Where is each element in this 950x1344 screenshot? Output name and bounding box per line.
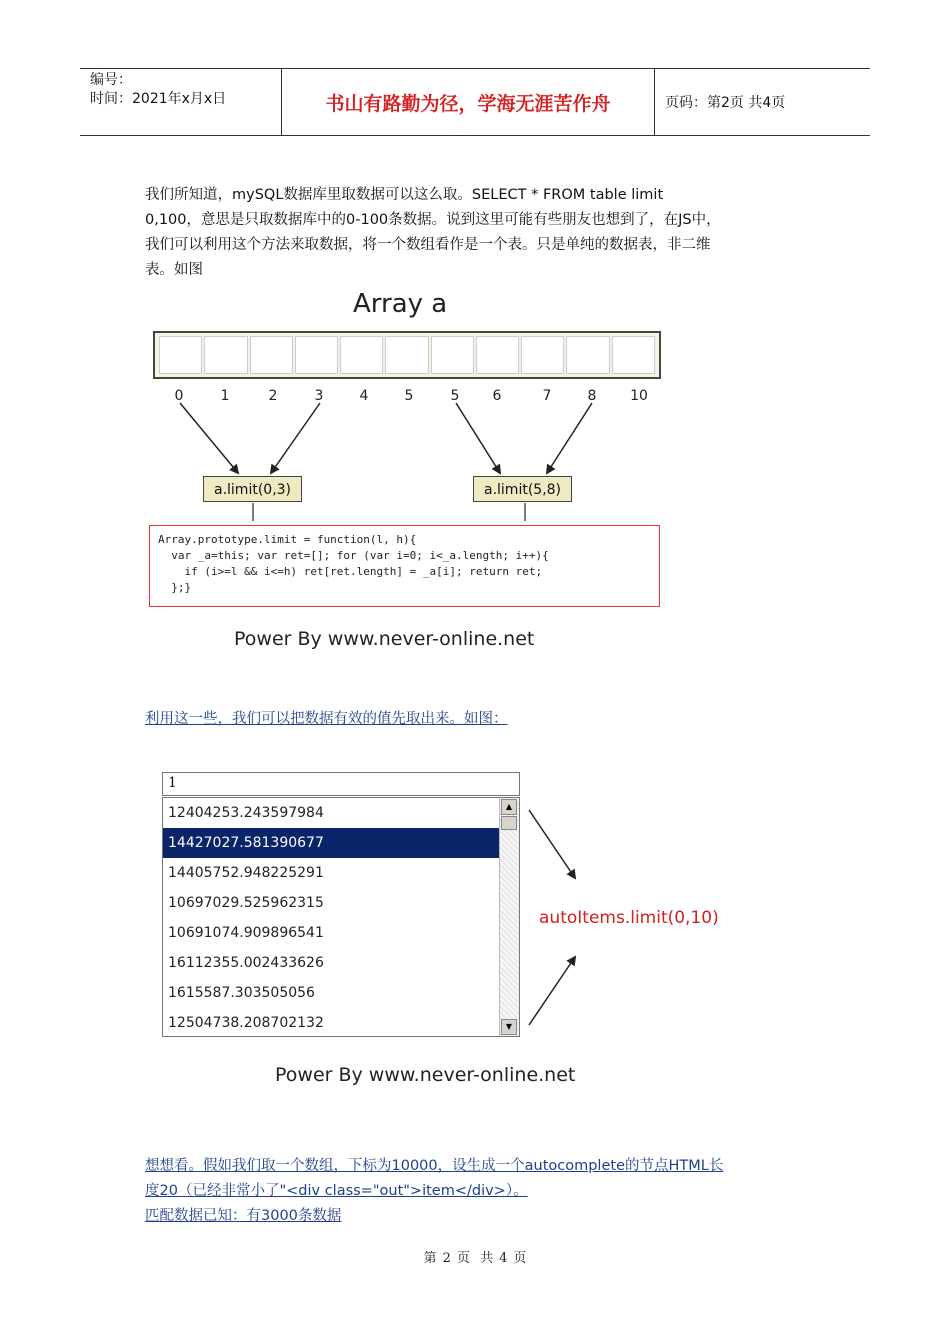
list-item[interactable]: 16112355.002433626 [168, 955, 324, 971]
autocomplete-annotation: autoItems.limit(0,10) [539, 908, 719, 928]
scroll-down-icon[interactable]: ▼ [501, 1019, 517, 1035]
intro-line-2: 0,100，意思是只取数据库中的0-100条数据。说到这里可能有些朋友也想到了，在JS中， [145, 212, 721, 228]
bottom-line-1: 想想看。假如我们取一个数组，下标为10000，设生成一个autocomplete的节点HTML长 [145, 1158, 724, 1174]
header-page-info: 页码：第2页 共4页 [665, 95, 786, 111]
array-index-label: 4 [359, 388, 369, 404]
autocomplete-input[interactable]: 1 [162, 772, 520, 796]
array-index-label: 6 [492, 388, 502, 404]
list-item[interactable]: 14405752.948225291 [168, 865, 324, 881]
arrow-line [456, 403, 500, 473]
array-index-label: 3 [314, 388, 324, 404]
footer-page-number: 2 [442, 1251, 451, 1266]
bottom-line-2: 度20（已经非常小了"<div class="out">item</div>）。 [145, 1183, 528, 1199]
header-motto: 书山有路勤为径，学海无涯苦作舟 [325, 92, 611, 115]
autocomplete-list[interactable] [162, 797, 520, 1037]
figure1-credit: Power By www.never-online.net [234, 628, 535, 650]
intro-line-1: 我们所知道，mySQL数据库里取数据可以这么取。SELECT * FROM table limit [145, 187, 664, 203]
document-time-label: 时间：2021年x月x日 [90, 91, 227, 107]
arrow-line [547, 403, 592, 473]
limit-label-left: a.limit(0,3) [203, 476, 302, 502]
page-footer [0, 1247, 950, 1266]
list-item[interactable]: 1615587.303505056 [168, 985, 315, 1001]
arrow-line [271, 403, 320, 473]
array-index-label: 10 [630, 388, 648, 404]
list-item[interactable]: 12504738.208702132 [168, 1015, 324, 1031]
footer-word: 页 [456, 1251, 470, 1266]
arrow-line [180, 403, 238, 473]
list-item-selected[interactable]: 14427027.581390677 [163, 828, 501, 858]
list-item[interactable]: 10691074.909896541 [168, 925, 324, 941]
bottom-paragraph[interactable] [145, 1154, 815, 1229]
figure1-title: Array a [353, 289, 448, 319]
intro-line-3: 我们可以利用这个方法来取数据，将一个数组看作是一个表。只是单纯的数据表，非二维 [145, 237, 711, 253]
code-snippet: Array.prototype.limit = function(l, h){ var _a=this; var ret=[]; for (var i=0; i<_a.length; i++){ if (i>=l && i<=h) ret[ret.length] = _a[i]; return ret; };} [149, 525, 660, 607]
figure2-credit: Power By www.never-online.net [275, 1064, 576, 1086]
footer-page-total: 4 [499, 1251, 508, 1266]
array-index-label: 1 [220, 388, 230, 404]
footer-word: 页 [513, 1251, 527, 1266]
mid-text-link[interactable]: 利用这一些，我们可以把数据有效的值先取出来。如图： [145, 711, 508, 727]
footer-word: 共 [480, 1251, 494, 1266]
array-index-label: 8 [587, 388, 597, 404]
scroll-thumb[interactable] [501, 816, 517, 830]
array-index-label: 5 [450, 388, 460, 404]
footer-word: 第 [423, 1251, 437, 1266]
list-item[interactable]: 10697029.525962315 [168, 895, 324, 911]
list-scrollbar[interactable] [499, 798, 519, 1036]
arrow-line [529, 957, 575, 1025]
array-index-label: 0 [174, 388, 184, 404]
intro-line-4: 表。如图 [145, 262, 203, 278]
array-index-label: 7 [542, 388, 552, 404]
limit-label-right: a.limit(5,8) [473, 476, 572, 502]
bottom-line-3: 匹配数据已知：有3000条数据 [145, 1208, 342, 1224]
array-index-label: 2 [268, 388, 278, 404]
document-number-label: 编号： [90, 72, 132, 88]
array-index-label: 5 [404, 388, 414, 404]
arrow-line [529, 810, 575, 878]
scroll-up-icon[interactable]: ▲ [501, 799, 517, 815]
list-item[interactable]: 12404253.243597984 [168, 805, 324, 821]
